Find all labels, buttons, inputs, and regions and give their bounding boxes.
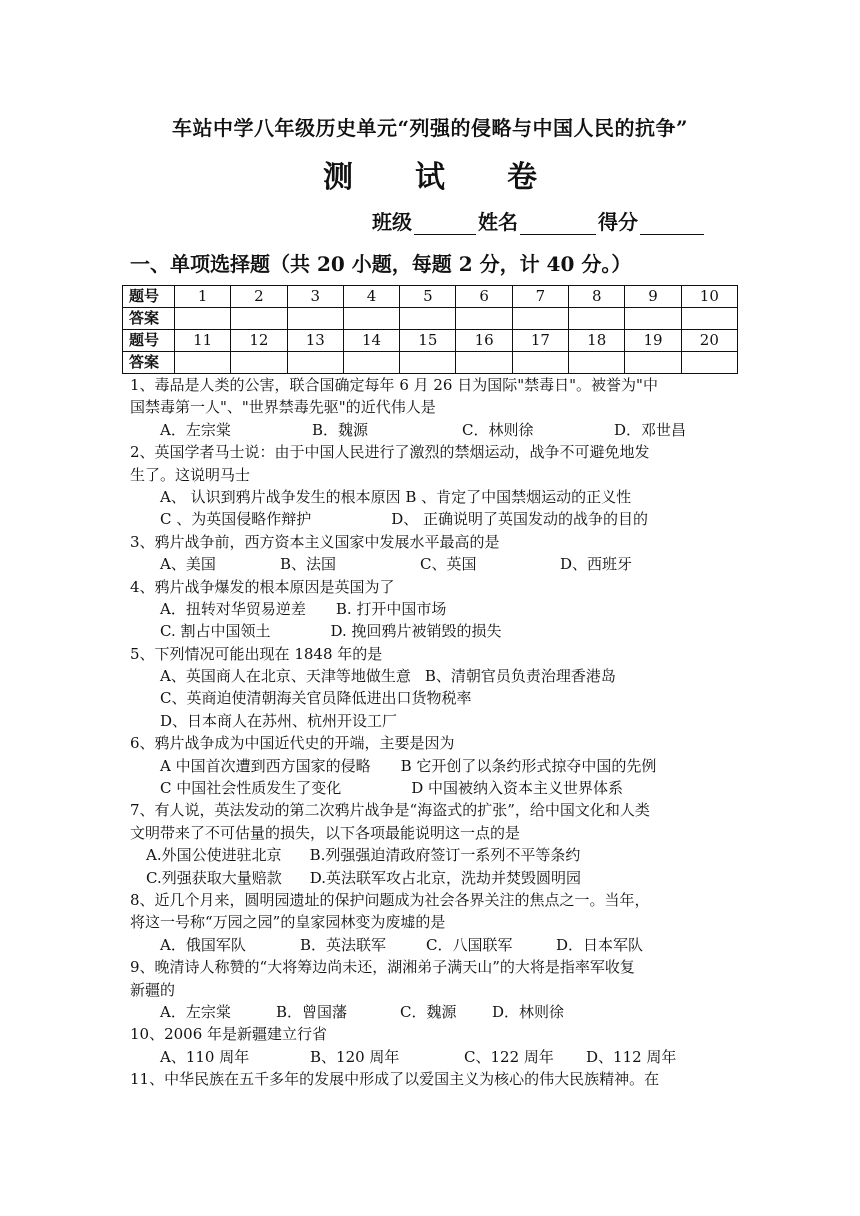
answer-row [123,352,738,374]
option[interactable]: C.列强获取大量赔款 [146,868,282,887]
question-number-cell: 20 [681,330,737,352]
option[interactable]: C．林则徐 [462,420,534,439]
option[interactable]: B．英法联军 [300,935,387,954]
option[interactable]: A、英国商人在北京、天津等地做生意 [160,667,411,686]
option-row [130,934,740,956]
option-row [130,620,740,642]
option[interactable]: C. 割占中国领土 [160,622,271,641]
page-subtitle: 测试卷 [323,160,599,195]
question-stem: 7、有人说，英法发动的第二次鸦片战争是“海盗式的扩张”，给中国文化和人类 [130,801,650,820]
answer-cell[interactable] [569,308,625,330]
question-stem: 9、晚清诗人称赞的“大将筹边尚未还，湖湘弟子满天山”的大将是指率军收复 [130,958,635,977]
option[interactable]: C．八国联军 [426,935,513,954]
option[interactable]: D、西班牙 [560,555,633,574]
question-stem: 国禁毒第一人"、"世界禁毒先驱"的近代伟人是 [130,398,436,417]
question-number-cell: 12 [231,330,287,352]
option[interactable]: B、法国 [280,555,337,574]
option[interactable]: B. 打开中国市场 [335,599,447,618]
question-number-cell: 3 [287,286,343,308]
option-row [130,777,740,799]
question-item [130,576,740,643]
question-number-cell: 2 [231,286,287,308]
option[interactable]: A．扭转对华贸易逆差 [160,599,306,618]
question-item [130,441,740,531]
answer-cell[interactable] [343,308,399,330]
row-label: 题号 [123,286,175,308]
option-row [130,710,740,732]
question-number-cell: 18 [569,330,625,352]
question-item [130,1068,740,1090]
option[interactable]: C、英商迫使清朝海关官员降低进出口货物税率 [160,689,472,708]
option[interactable]: B、清朝官员负责治理香港岛 [424,667,616,686]
option[interactable]: D. 挽回鸦片被销毁的损失 [330,622,502,641]
option[interactable]: B 它开创了以条约形式掠夺中国的先例 [400,756,657,775]
answer-cell[interactable] [625,308,681,330]
question-number-cell: 16 [456,330,512,352]
answer-cell[interactable] [175,352,231,374]
question-stem: 4、鸦片战争爆发的根本原因是英国为了 [130,577,395,596]
question-number-cell: 8 [569,286,625,308]
option[interactable]: C 中国社会性质发生了变化 [160,779,342,798]
question-stem: 11、中华民族在五千多年的发展中形成了以爱国主义为核心的伟大民族精神。在 [130,1070,660,1089]
question-stem: 文明带来了不可估量的损失，以下各项最能说明这一点的是 [130,823,521,842]
option[interactable]: D．邓世昌 [614,420,687,439]
answer-cell[interactable] [512,352,568,374]
answer-cell[interactable] [287,352,343,374]
question-number-cell: 4 [343,286,399,308]
option[interactable]: D 中国被纳入资本主义世界体系 [411,779,624,798]
option[interactable]: A．俄国军队 [160,935,246,954]
student-info-line [372,206,706,235]
question-item [130,531,740,576]
class-label: 班级 [372,210,412,234]
question-stem: 新疆的 [130,980,176,999]
answer-cell[interactable] [681,308,737,330]
option-row [130,844,740,866]
row-label: 答案 [123,352,175,374]
answer-cell[interactable] [512,308,568,330]
question-stem: 2、英国学者马士说：由于中国人民进行了激烈的禁烟运动，战争不可避免地发 [130,443,650,462]
option[interactable]: C、122 周年 [464,1047,554,1066]
answer-cell[interactable] [343,352,399,374]
number-row [123,286,738,308]
question-list [130,374,740,1091]
option[interactable]: A、110 周年 [160,1047,250,1066]
option[interactable]: A 中国首次遭到西方国家的侵略 [160,756,371,775]
score-blank[interactable] [640,214,704,235]
answer-cell[interactable] [400,352,456,374]
answer-cell[interactable] [400,308,456,330]
option[interactable]: C 、为英国侵略作辩护 [160,510,312,529]
option-row [130,508,740,530]
question-number-cell: 13 [287,330,343,352]
question-stem: 1、毒品是人类的公害，联合国确定每年 6 月 26 日为国际"禁毒日"。被誉为"中 [130,376,658,394]
question-stem: 10、2006 年是新疆建立行省 [130,1025,328,1044]
class-blank[interactable] [414,214,476,235]
answer-cell[interactable] [231,352,287,374]
question-number-cell: 9 [625,286,681,308]
name-blank[interactable] [520,214,596,235]
question-item [130,1023,740,1068]
option-row [130,755,740,777]
question-number-cell: 14 [343,330,399,352]
option-row [130,598,740,620]
option[interactable]: C．魏源 [400,1002,457,1021]
question-item [130,956,740,1023]
option[interactable]: B.列强强迫清政府签订一系列不平等条约 [309,846,581,865]
option-row [130,1001,740,1023]
option-row [130,553,740,575]
question-item [130,889,740,956]
answer-cell[interactable] [625,352,681,374]
question-item [130,799,740,889]
question-stem: 3、鸦片战争前，西方资本主义国家中发展水平最高的是 [130,532,500,551]
option[interactable]: D．林则徐 [492,1002,565,1021]
answer-cell[interactable] [569,352,625,374]
option[interactable]: A、美国 [160,555,216,574]
page-title: 车站中学八年级历史单元“列强的侵略与中国人民的抗争” [171,116,688,140]
question-number-cell: 17 [512,330,568,352]
question-stem: 5、下列情况可能出现在 1848 年的是 [130,644,383,663]
question-number-cell: 11 [175,330,231,352]
option[interactable]: D、112 周年 [586,1047,677,1066]
answer-cell[interactable] [456,352,512,374]
option[interactable]: A、 认识到鸦片战争发生的根本原因 B 、肯定了中国禁烟运动的正义性 [160,487,632,506]
section-title: 一、单项选择题（共 20 小题，每题 2 分，计 40 分。） [130,252,632,276]
question-item [130,732,740,799]
answer-cell[interactable] [287,308,343,330]
question-item [130,374,740,441]
answer-grid [122,285,738,374]
question-number-cell: 15 [400,330,456,352]
question-stem: 将这一号称“万园之园”的皇家园林变为废墟的是 [130,913,446,932]
question-stem: 8、近几个月来，圆明园遗址的保护问题成为社会各界关注的焦点之一。当年， [130,890,650,909]
option[interactable]: D、 正确说明了英国发动的战争的目的 [391,510,649,529]
option-row [130,687,740,709]
question-stem: 6、鸦片战争成为中国近代史的开端，主要是因为 [130,734,455,753]
answer-cell[interactable] [456,308,512,330]
answer-row [123,308,738,330]
question-item [130,643,740,733]
question-number-cell: 6 [456,286,512,308]
option[interactable]: D.英法联军攻占北京，洗劫并焚毁圆明园 [309,868,581,887]
question-stem: 生了。这说明马士 [130,465,251,484]
option-row [130,419,740,441]
score-label: 得分 [598,210,638,234]
option[interactable]: B．曾国藩 [276,1002,348,1021]
option-row [130,1046,740,1068]
option[interactable]: D．日本军队 [556,935,644,954]
option[interactable]: A．左宗棠 [160,1002,231,1021]
name-label: 姓名 [478,210,518,234]
option[interactable]: A．左宗棠 [160,420,231,439]
option[interactable]: A.外国公使进驻北京 [146,846,282,865]
answer-cell[interactable] [681,352,737,374]
question-number-cell: 5 [400,286,456,308]
question-number-cell: 19 [625,330,681,352]
row-label: 题号 [123,330,175,352]
option[interactable]: C、英国 [420,555,477,574]
question-number-cell: 1 [175,286,231,308]
answer-cell[interactable] [175,308,231,330]
row-label: 答案 [123,308,175,330]
option[interactable]: D、日本商人在苏州、杭州开设工厂 [160,711,398,730]
option[interactable]: B、120 周年 [310,1047,400,1066]
question-number-cell: 10 [681,286,737,308]
option-row [130,867,740,889]
answer-cell[interactable] [231,308,287,330]
number-row [123,330,738,352]
option-row [130,665,740,687]
question-number-cell: 7 [512,286,568,308]
option[interactable]: B．魏源 [312,420,369,439]
option-row [130,486,740,508]
